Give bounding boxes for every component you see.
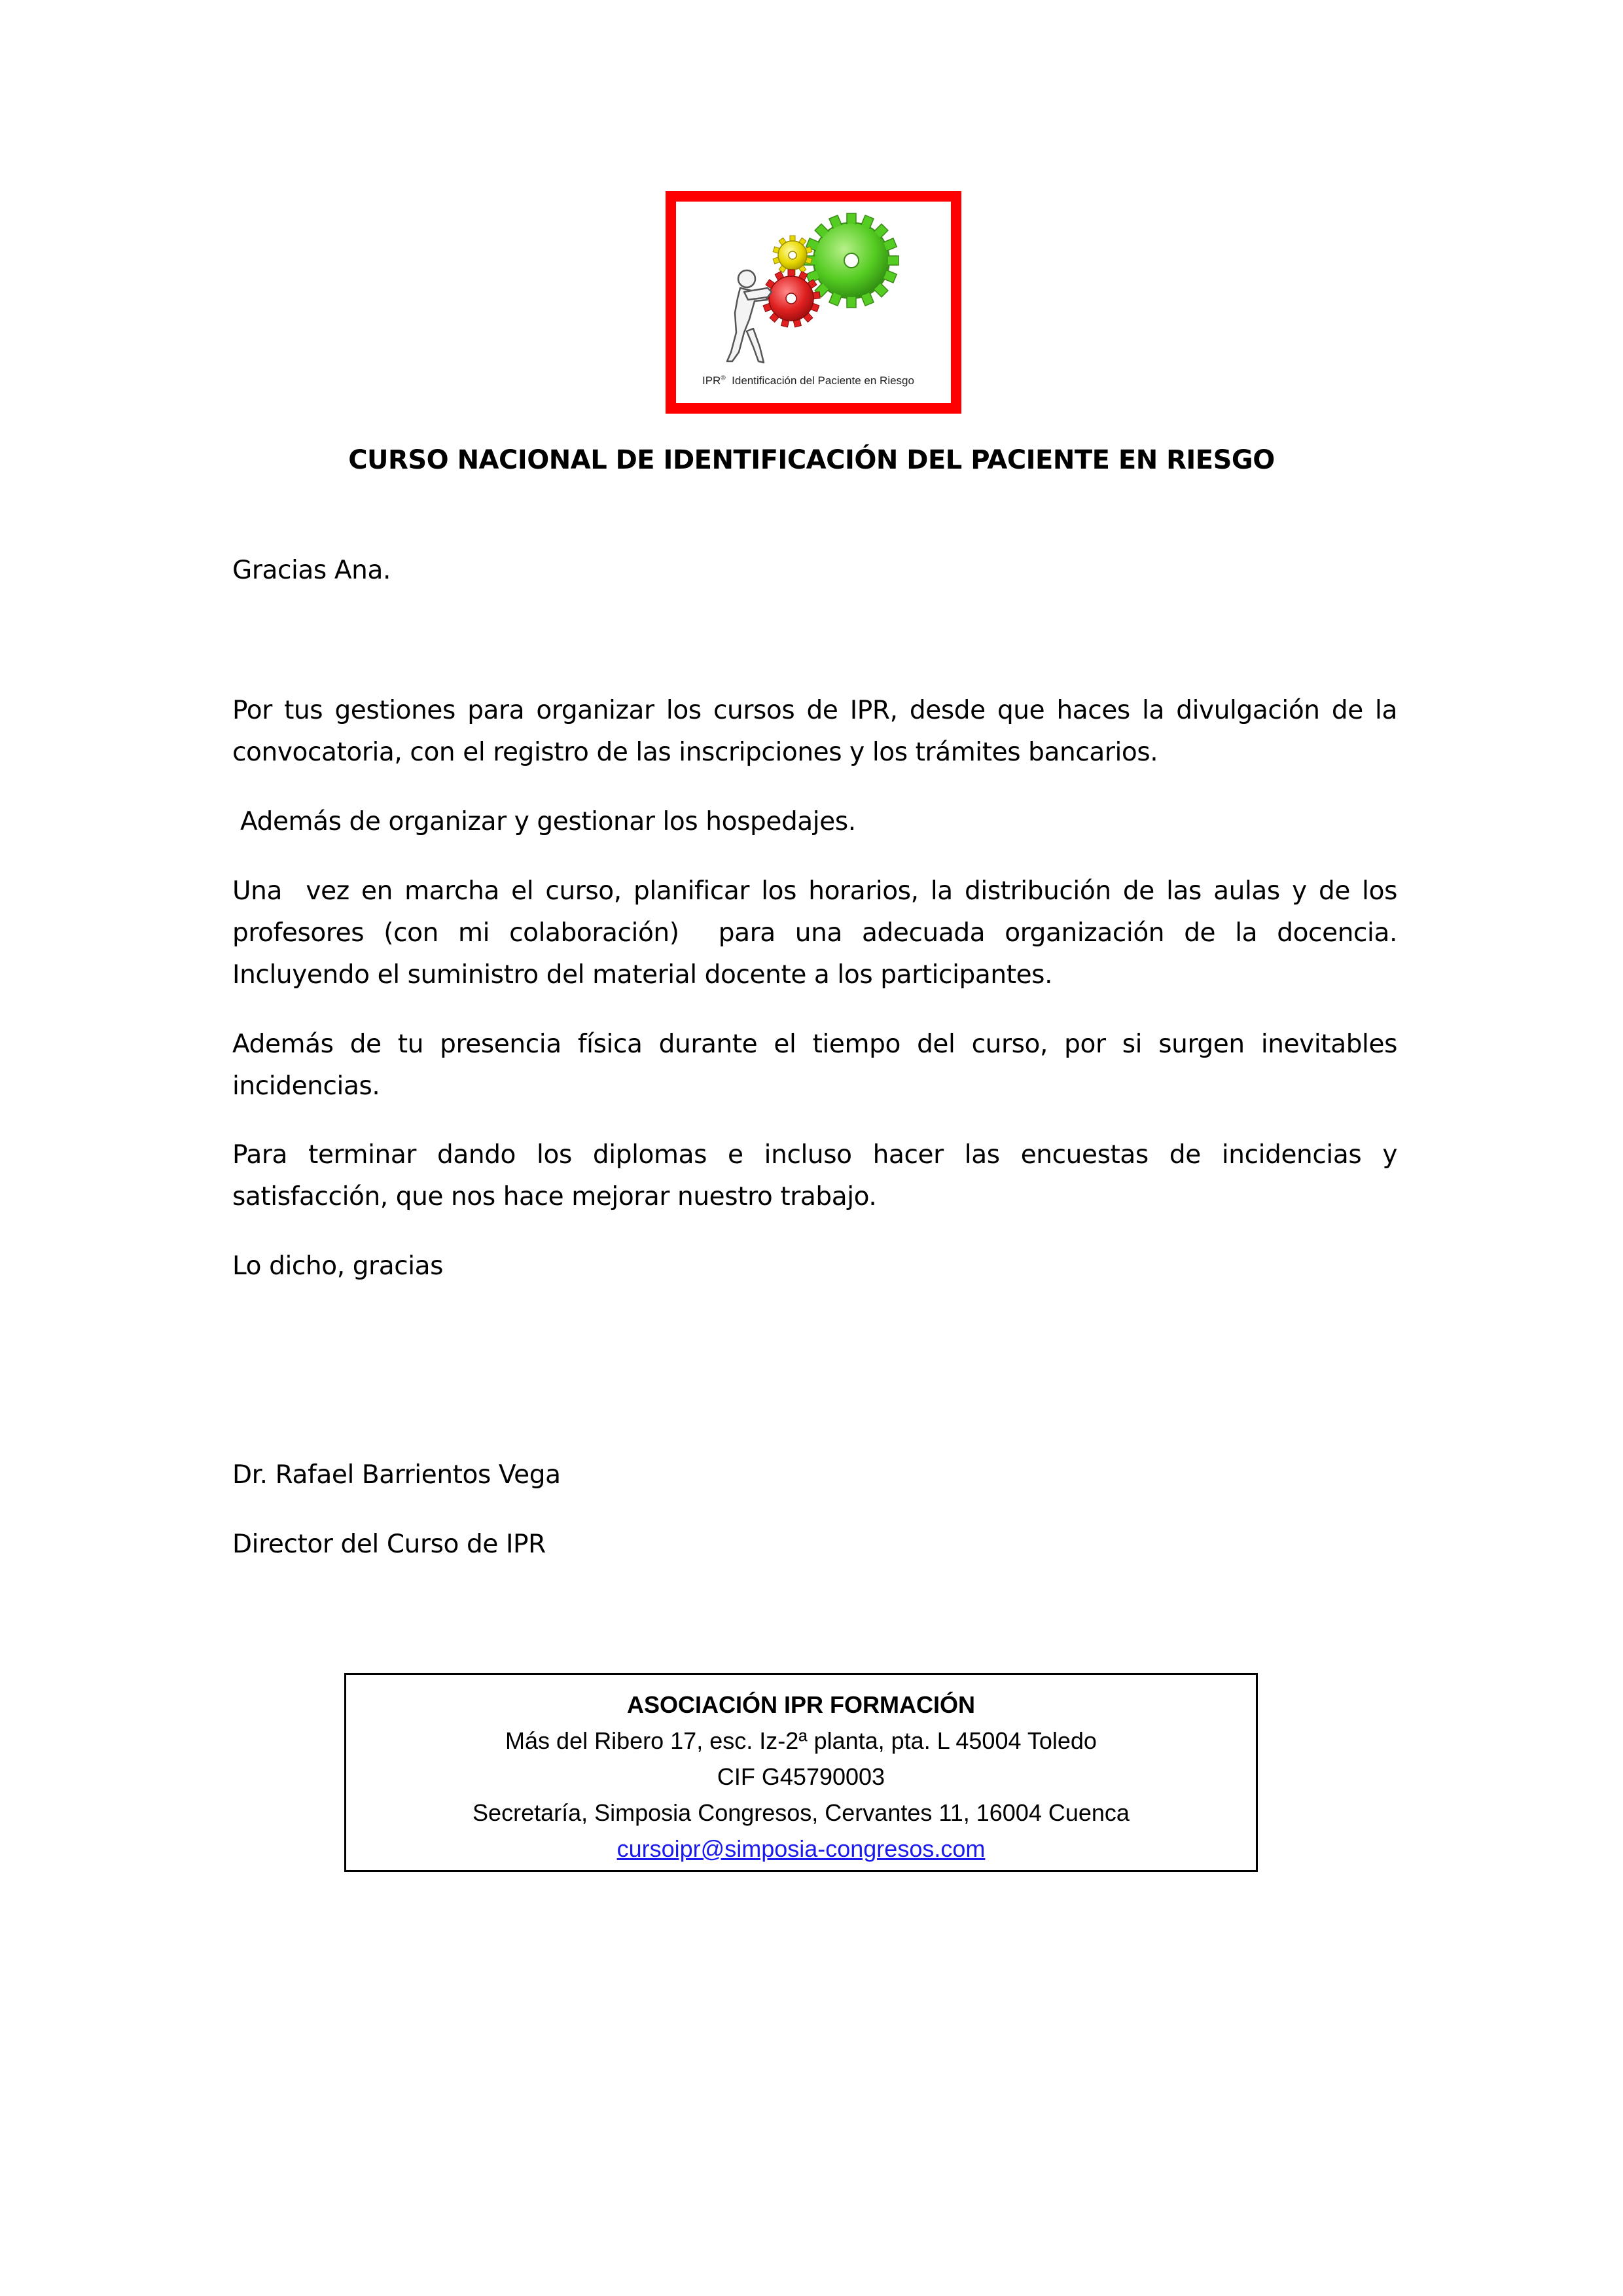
- signature-role: Director del Curso de IPR: [232, 1530, 546, 1559]
- postal-address: Más del Ribero 17, esc. Iz-2ª planta, pta. L 45004 Toledo: [505, 1727, 1097, 1754]
- secretary-address: Secretaría, Simposia Congresos, Cervantes 11, 16004 Cuenca: [473, 1799, 1130, 1826]
- gears-person-logo-icon: [676, 202, 951, 403]
- logo: [666, 191, 961, 414]
- logo-caption: IPR® Identificación del Paciente en Riesgo: [702, 374, 914, 387]
- paragraph-5: Para terminar dando los diplomas e incluso hacer las encuestas de incidencias y satisfacción, que nos hace mejorar nuestro trabajo.: [232, 1140, 1397, 1211]
- closing: Lo dicho, gracias: [232, 1251, 444, 1281]
- greeting: Gracias Ana.: [232, 556, 391, 585]
- paragraph-2: Además de organizar y gestionar los hospedajes.: [232, 807, 856, 836]
- cif-number: CIF G45790003: [717, 1763, 885, 1790]
- paragraph-3: Una vez en marcha el curso, planificar los horarios, la distribución de las aulas y de los profesores (con mi colaboración) para una adecuada organización de la docencia. Incluyendo el suministro del material docente a los participantes.: [232, 876, 1405, 990]
- email-link[interactable]: cursoipr@simposia-congresos.com: [616, 1835, 986, 1862]
- document-title: CURSO NACIONAL DE IDENTIFICACIÓN DEL PACIENTE EN RIESGO: [348, 445, 1275, 475]
- organization-name: ASOCIACIÓN IPR FORMACIÓN: [626, 1691, 975, 1718]
- address-box: [344, 1673, 1258, 1872]
- paragraph-1: Por tus gestiones para organizar los cursos de IPR, desde que haces la divulgación de la convocatoria, con el registro de las inscripciones y los trámites bancarios.: [232, 696, 1397, 767]
- yellow-gear-icon: [773, 236, 812, 275]
- signature-name: Dr. Rafael Barrientos Vega: [232, 1460, 561, 1490]
- person-figure-icon: [727, 270, 772, 363]
- paragraph-4: Además de tu presencia física durante el tiempo del curso, por si surgen inevitables incidencias.: [232, 1030, 1397, 1101]
